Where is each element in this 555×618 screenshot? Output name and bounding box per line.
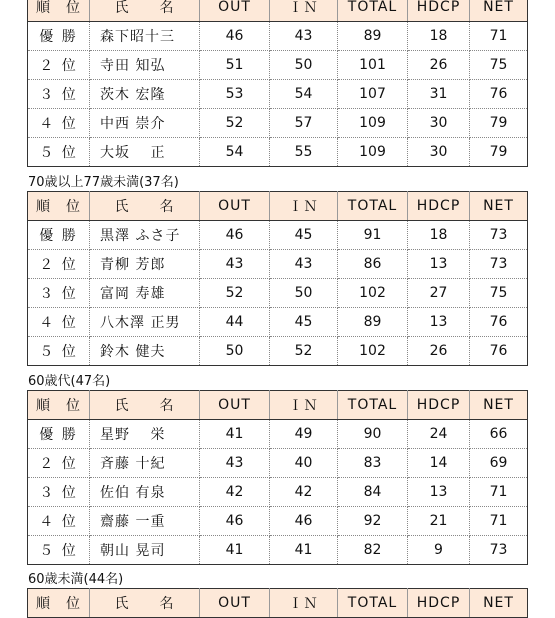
section-title: 70歳以上77歳未満(37名) (28, 175, 179, 190)
header-net: NET (470, 589, 528, 618)
results-table (27, 0, 528, 167)
table-row (28, 221, 528, 250)
hdcp-cell: 26 (408, 337, 470, 366)
header-total: TOTAL (338, 589, 408, 618)
table-row (28, 279, 528, 308)
header-total: TOTAL (338, 391, 408, 420)
out-cell: 54 (200, 138, 270, 167)
in-cell: 46 (270, 507, 338, 536)
name-cell: 青柳 芳郎 (90, 250, 200, 279)
header-hdcp: HDCP (408, 0, 470, 22)
in-cell: 43 (270, 250, 338, 279)
total-cell: 92 (338, 507, 408, 536)
table-row (28, 308, 528, 337)
in-cell: 43 (270, 22, 338, 51)
name-cell: 森下昭十三 (90, 22, 200, 51)
net-cell: 73 (470, 250, 528, 279)
in-cell: 45 (270, 308, 338, 337)
rank-cell: ３ 位 (28, 80, 90, 109)
name-cell: 大坂 正 (90, 138, 200, 167)
header-hdcp: HDCP (408, 192, 470, 221)
out-cell: 46 (200, 507, 270, 536)
header-in: ＩＮ (270, 391, 338, 420)
results-table (27, 191, 528, 366)
table-row (28, 420, 528, 449)
header-out: OUT (200, 589, 270, 618)
header-rank: 順 位 (28, 192, 90, 221)
name-cell: 黒澤 ふさ子 (90, 221, 200, 250)
rank-cell: ３ 位 (28, 478, 90, 507)
name-cell: 斉藤 十紀 (90, 449, 200, 478)
out-cell: 42 (200, 478, 270, 507)
total-cell: 109 (338, 109, 408, 138)
in-cell: 42 (270, 478, 338, 507)
net-cell: 66 (470, 420, 528, 449)
rank-cell: 優 勝 (28, 420, 90, 449)
results-table (27, 588, 528, 618)
rank-cell: ４ 位 (28, 109, 90, 138)
table-row (28, 22, 528, 51)
in-cell: 45 (270, 221, 338, 250)
hdcp-cell: 13 (408, 478, 470, 507)
out-cell: 46 (200, 221, 270, 250)
name-cell: 鈴木 健夫 (90, 337, 200, 366)
results-section-2 (27, 175, 527, 366)
in-cell: 49 (270, 420, 338, 449)
header-in: ＩＮ (270, 192, 338, 221)
net-cell: 71 (470, 478, 528, 507)
table-row (28, 337, 528, 366)
header-hdcp: HDCP (408, 391, 470, 420)
header-in: ＩＮ (270, 589, 338, 618)
out-cell: 46 (200, 22, 270, 51)
name-cell: 寺田 知弘 (90, 51, 200, 80)
net-cell: 73 (489, 542, 508, 558)
rank-cell: ２ 位 (28, 449, 90, 478)
in-cell: 40 (270, 449, 338, 478)
results-table (27, 390, 528, 565)
total-cell: 90 (338, 420, 408, 449)
header-out: OUT (200, 0, 270, 22)
header-row (28, 391, 528, 420)
header-out: OUT (200, 391, 270, 420)
out-cell: 44 (200, 308, 270, 337)
total-cell: 89 (338, 22, 408, 51)
hdcp-cell: 18 (408, 221, 470, 250)
hdcp-cell: 31 (408, 80, 470, 109)
out-cell: 52 (200, 109, 270, 138)
rank-cell: ５ 位 (28, 337, 90, 366)
hdcp-cell: 30 (408, 109, 470, 138)
net-cell: 76 (470, 308, 528, 337)
net-cell: 79 (470, 109, 528, 138)
table-row (28, 478, 528, 507)
total-cell: 83 (338, 449, 408, 478)
net-cell: 71 (470, 22, 528, 51)
hdcp-cell: 27 (408, 279, 470, 308)
header-name: 氏 名 (90, 192, 200, 221)
hdcp-cell: 30 (408, 138, 470, 167)
in-cell: 52 (270, 337, 338, 366)
total-cell: 102 (338, 337, 408, 366)
results-section-4 (27, 572, 527, 618)
rank-cell: ４ 位 (28, 507, 90, 536)
total-cell: 82 (338, 536, 408, 565)
header-net: NET (470, 192, 528, 221)
total-cell: 102 (338, 279, 408, 308)
out-cell: 41 (200, 420, 270, 449)
total-cell: 91 (338, 221, 408, 250)
header-in: ＩＮ (270, 0, 338, 22)
rank-cell: 優 勝 (28, 221, 90, 250)
name-cell: 中西 崇介 (90, 109, 200, 138)
header-row (28, 589, 528, 618)
out-cell: 52 (200, 279, 270, 308)
hdcp-cell: 13 (408, 250, 470, 279)
net-cell: 71 (470, 507, 528, 536)
total-cell: 109 (338, 138, 408, 167)
in-cell: 50 (270, 51, 338, 80)
out-cell: 50 (200, 337, 270, 366)
total-cell: 89 (338, 308, 408, 337)
hdcp-cell: 24 (408, 420, 470, 449)
hdcp-cell: 26 (408, 51, 470, 80)
net-cell: 76 (489, 343, 508, 359)
name-cell: 八木澤 正男 (90, 308, 200, 337)
section-title: 60歳代(47名) (28, 374, 111, 389)
header-row (28, 0, 528, 22)
net-cell: 75 (470, 279, 528, 308)
header-name: 氏 名 (90, 0, 200, 22)
name-cell: 星野 栄 (90, 420, 200, 449)
net-cell: 75 (470, 51, 528, 80)
table-row (28, 250, 528, 279)
hdcp-cell: 18 (408, 22, 470, 51)
rank-cell: ５ 位 (28, 536, 90, 565)
hdcp-cell: 21 (408, 507, 470, 536)
table-row (28, 536, 528, 565)
rank-cell: ３ 位 (28, 279, 90, 308)
table-row (28, 80, 528, 109)
name-cell: 富岡 寿雄 (90, 279, 200, 308)
rank-cell: ２ 位 (28, 51, 90, 80)
header-rank: 順 位 (28, 0, 90, 22)
section-title: 60歳未満(44名) (28, 572, 124, 587)
header-rank: 順 位 (28, 589, 90, 618)
rank-cell: ４ 位 (28, 308, 90, 337)
name-cell: 朝山 晃司 (90, 536, 200, 565)
results-section-1 (27, 0, 527, 167)
in-cell: 41 (270, 536, 338, 565)
hdcp-cell: 13 (408, 308, 470, 337)
in-cell: 57 (270, 109, 338, 138)
rank-cell: 優 勝 (28, 22, 90, 51)
header-rank: 順 位 (28, 391, 90, 420)
table-row (28, 449, 528, 478)
out-cell: 41 (200, 536, 270, 565)
in-cell: 54 (270, 80, 338, 109)
header-name: 氏 名 (90, 391, 200, 420)
total-cell: 101 (338, 51, 408, 80)
out-cell: 43 (200, 449, 270, 478)
rank-cell: ２ 位 (28, 250, 90, 279)
header-hdcp: HDCP (408, 589, 470, 618)
out-cell: 51 (200, 51, 270, 80)
results-section-3 (27, 374, 527, 565)
name-cell: 佐伯 有泉 (90, 478, 200, 507)
header-row (28, 192, 528, 221)
net-cell: 76 (470, 80, 528, 109)
header-total: TOTAL (338, 0, 408, 22)
net-cell: 73 (470, 221, 528, 250)
total-cell: 107 (338, 80, 408, 109)
name-cell: 茨木 宏隆 (90, 80, 200, 109)
net-cell: 79 (489, 144, 508, 160)
out-cell: 53 (200, 80, 270, 109)
total-cell: 84 (338, 478, 408, 507)
in-cell: 55 (270, 138, 338, 167)
name-cell: 齋藤 一重 (90, 507, 200, 536)
table-row (28, 51, 528, 80)
hdcp-cell: 9 (408, 536, 470, 565)
header-net: NET (470, 391, 528, 420)
in-cell: 50 (270, 279, 338, 308)
header-name: 氏 名 (90, 589, 200, 618)
header-out: OUT (200, 192, 270, 221)
rank-cell: ５ 位 (28, 138, 90, 167)
hdcp-cell: 14 (408, 449, 470, 478)
total-cell: 86 (338, 250, 408, 279)
table-row (28, 507, 528, 536)
table-row (28, 138, 528, 167)
table-row (28, 109, 528, 138)
out-cell: 43 (200, 250, 270, 279)
header-net: NET (470, 0, 528, 22)
header-total: TOTAL (338, 192, 408, 221)
net-cell: 69 (470, 449, 528, 478)
